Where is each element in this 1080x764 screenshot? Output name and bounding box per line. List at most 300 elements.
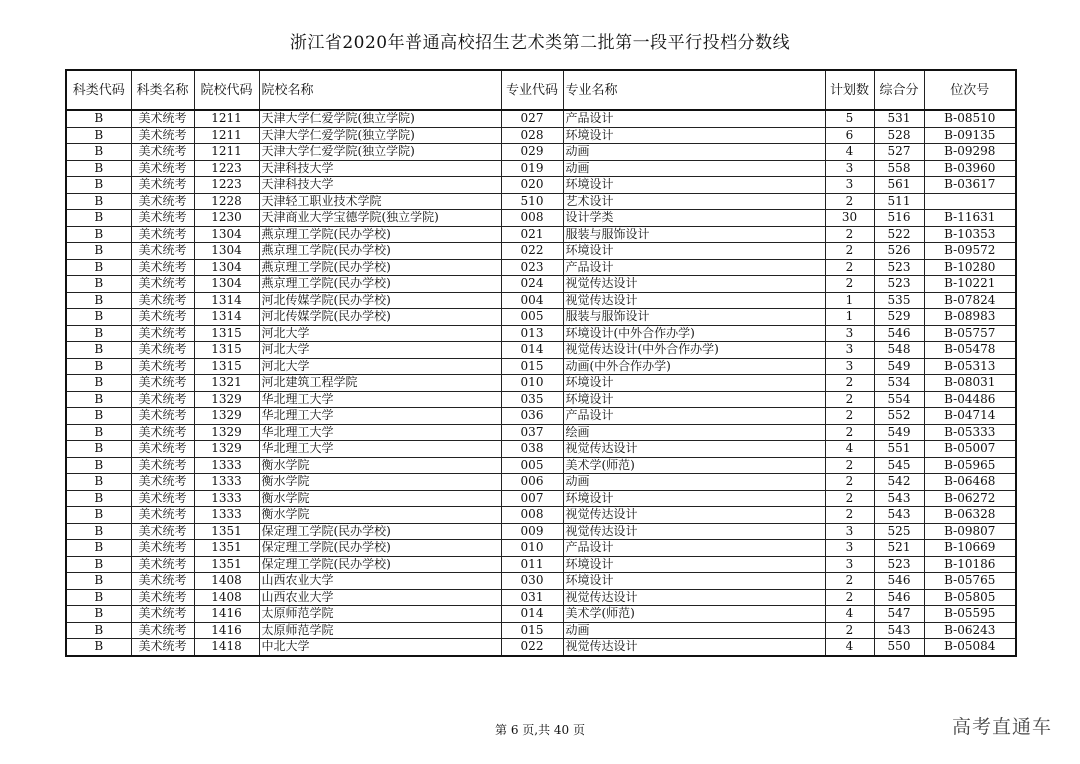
major-name-cell: 环境设计(中外合作办学) bbox=[563, 325, 825, 342]
major-name-cell: 视觉传达设计 bbox=[563, 589, 825, 606]
plan-count-cell: 2 bbox=[825, 408, 874, 425]
plan-count-cell: 4 bbox=[825, 639, 874, 656]
composite-score-cell: 554 bbox=[874, 391, 924, 408]
major-name-cell: 产品设计 bbox=[563, 540, 825, 557]
rank-cell: B-10186 bbox=[924, 556, 1016, 573]
category-code-cell: B bbox=[66, 606, 131, 623]
rank-cell: B-05478 bbox=[924, 342, 1016, 359]
category-code-cell: B bbox=[66, 325, 131, 342]
major-code-cell: 023 bbox=[501, 259, 563, 276]
school-code-cell: 1351 bbox=[194, 556, 259, 573]
category-code-cell: B bbox=[66, 259, 131, 276]
category-name-cell: 美术统考 bbox=[131, 589, 194, 606]
composite-score-cell: 548 bbox=[874, 342, 924, 359]
rank-cell: B-05595 bbox=[924, 606, 1016, 623]
major-code-cell: 014 bbox=[501, 342, 563, 359]
category-code-cell: B bbox=[66, 226, 131, 243]
rank-cell: B-10669 bbox=[924, 540, 1016, 557]
rank-cell: B-04714 bbox=[924, 408, 1016, 425]
category-name-cell: 美术统考 bbox=[131, 144, 194, 161]
major-name-cell: 环境设计 bbox=[563, 127, 825, 144]
composite-score-cell: 550 bbox=[874, 639, 924, 656]
plan-count-cell: 2 bbox=[825, 573, 874, 590]
composite-score-cell: 561 bbox=[874, 177, 924, 194]
rank-cell: B-06328 bbox=[924, 507, 1016, 524]
plan-count-cell: 4 bbox=[825, 144, 874, 161]
composite-score-cell: 546 bbox=[874, 325, 924, 342]
composite-score-cell: 522 bbox=[874, 226, 924, 243]
table-row bbox=[66, 193, 1016, 210]
composite-score-cell: 521 bbox=[874, 540, 924, 557]
composite-score-cell: 546 bbox=[874, 573, 924, 590]
major-name-cell: 环境设计 bbox=[563, 556, 825, 573]
composite-score-cell: 558 bbox=[874, 160, 924, 177]
rank-cell: B-09298 bbox=[924, 144, 1016, 161]
table-row bbox=[66, 424, 1016, 441]
table-row bbox=[66, 408, 1016, 425]
school-name-cell: 保定理工学院(民办学校) bbox=[259, 540, 501, 557]
plan-count-cell: 30 bbox=[825, 210, 874, 227]
category-code-cell: B bbox=[66, 556, 131, 573]
plan-count-cell: 2 bbox=[825, 424, 874, 441]
major-code-cell: 006 bbox=[501, 474, 563, 491]
composite-score-cell: 545 bbox=[874, 457, 924, 474]
school-code-cell: 1329 bbox=[194, 441, 259, 458]
school-name-cell: 燕京理工学院(民办学校) bbox=[259, 276, 501, 293]
major-code-cell: 009 bbox=[501, 523, 563, 540]
plan-count-cell: 2 bbox=[825, 391, 874, 408]
major-name-cell: 视觉传达设计 bbox=[563, 441, 825, 458]
category-code-cell: B bbox=[66, 457, 131, 474]
major-code-cell: 004 bbox=[501, 292, 563, 309]
header-category-name: 科类名称 bbox=[131, 70, 194, 110]
plan-count-cell: 3 bbox=[825, 358, 874, 375]
table-row bbox=[66, 309, 1016, 326]
table-row bbox=[66, 507, 1016, 524]
major-name-cell: 动画 bbox=[563, 160, 825, 177]
composite-score-cell: 547 bbox=[874, 606, 924, 623]
major-name-cell: 视觉传达设计 bbox=[563, 523, 825, 540]
school-name-cell: 河北大学 bbox=[259, 342, 501, 359]
school-code-cell: 1314 bbox=[194, 309, 259, 326]
major-code-cell: 005 bbox=[501, 309, 563, 326]
table-row bbox=[66, 639, 1016, 656]
school-code-cell: 1418 bbox=[194, 639, 259, 656]
category-name-cell: 美术统考 bbox=[131, 639, 194, 656]
composite-score-cell: 525 bbox=[874, 523, 924, 540]
table-row bbox=[66, 375, 1016, 392]
school-code-cell: 1211 bbox=[194, 110, 259, 127]
school-code-cell: 1351 bbox=[194, 523, 259, 540]
school-code-cell: 1408 bbox=[194, 589, 259, 606]
plan-count-cell: 2 bbox=[825, 193, 874, 210]
rank-cell: B-10353 bbox=[924, 226, 1016, 243]
rank-cell: B-06243 bbox=[924, 622, 1016, 639]
school-name-cell: 天津科技大学 bbox=[259, 160, 501, 177]
school-name-cell: 衡水学院 bbox=[259, 490, 501, 507]
composite-score-cell: 531 bbox=[874, 110, 924, 127]
school-name-cell: 天津轻工职业技术学院 bbox=[259, 193, 501, 210]
school-code-cell: 1223 bbox=[194, 177, 259, 194]
composite-score-cell: 551 bbox=[874, 441, 924, 458]
category-code-cell: B bbox=[66, 342, 131, 359]
school-code-cell: 1315 bbox=[194, 342, 259, 359]
school-name-cell: 燕京理工学院(民办学校) bbox=[259, 226, 501, 243]
plan-count-cell: 2 bbox=[825, 490, 874, 507]
category-code-cell: B bbox=[66, 127, 131, 144]
major-code-cell: 011 bbox=[501, 556, 563, 573]
table-row bbox=[66, 391, 1016, 408]
school-code-cell: 1228 bbox=[194, 193, 259, 210]
category-code-cell: B bbox=[66, 474, 131, 491]
category-name-cell: 美术统考 bbox=[131, 606, 194, 623]
major-code-cell: 510 bbox=[501, 193, 563, 210]
table-row bbox=[66, 556, 1016, 573]
table-row bbox=[66, 276, 1016, 293]
school-code-cell: 1333 bbox=[194, 507, 259, 524]
school-code-cell: 1333 bbox=[194, 474, 259, 491]
category-name-cell: 美术统考 bbox=[131, 523, 194, 540]
plan-count-cell: 4 bbox=[825, 441, 874, 458]
category-name-cell: 美术统考 bbox=[131, 375, 194, 392]
rank-cell: B-04486 bbox=[924, 391, 1016, 408]
rank-cell: B-05765 bbox=[924, 573, 1016, 590]
category-code-cell: B bbox=[66, 573, 131, 590]
composite-score-cell: 527 bbox=[874, 144, 924, 161]
school-code-cell: 1304 bbox=[194, 276, 259, 293]
plan-count-cell: 3 bbox=[825, 556, 874, 573]
category-code-cell: B bbox=[66, 441, 131, 458]
major-code-cell: 015 bbox=[501, 622, 563, 639]
major-name-cell: 绘画 bbox=[563, 424, 825, 441]
header-school-name: 院校名称 bbox=[259, 70, 501, 110]
category-name-cell: 美术统考 bbox=[131, 325, 194, 342]
major-name-cell: 动画 bbox=[563, 474, 825, 491]
table-row bbox=[66, 292, 1016, 309]
table-row bbox=[66, 110, 1016, 127]
composite-score-cell: 543 bbox=[874, 507, 924, 524]
document-title: 浙江省2020年普通高校招生艺术类第二批第一段平行投档分数线 bbox=[289, 33, 791, 53]
major-code-cell: 031 bbox=[501, 589, 563, 606]
header-category-code: 科类代码 bbox=[66, 70, 131, 110]
major-name-cell: 视觉传达设计 bbox=[563, 639, 825, 656]
composite-score-cell: 543 bbox=[874, 490, 924, 507]
category-name-cell: 美术统考 bbox=[131, 110, 194, 127]
category-name-cell: 美术统考 bbox=[131, 391, 194, 408]
school-code-cell: 1333 bbox=[194, 457, 259, 474]
composite-score-cell: 529 bbox=[874, 309, 924, 326]
table-row bbox=[66, 457, 1016, 474]
school-name-cell: 天津大学仁爱学院(独立学院) bbox=[259, 144, 501, 161]
header-major-name: 专业名称 bbox=[563, 70, 825, 110]
major-name-cell: 动画(中外合作办学) bbox=[563, 358, 825, 375]
school-code-cell: 1408 bbox=[194, 573, 259, 590]
composite-score-cell: 546 bbox=[874, 589, 924, 606]
category-code-cell: B bbox=[66, 424, 131, 441]
major-code-cell: 014 bbox=[501, 606, 563, 623]
table-row bbox=[66, 177, 1016, 194]
rank-cell: B-06468 bbox=[924, 474, 1016, 491]
major-name-cell: 环境设计 bbox=[563, 391, 825, 408]
major-name-cell: 环境设计 bbox=[563, 490, 825, 507]
plan-count-cell: 2 bbox=[825, 259, 874, 276]
rank-cell: B-05333 bbox=[924, 424, 1016, 441]
school-name-cell: 山西农业大学 bbox=[259, 589, 501, 606]
major-code-cell: 030 bbox=[501, 573, 563, 590]
rank-cell: B-03617 bbox=[924, 177, 1016, 194]
plan-count-cell: 1 bbox=[825, 292, 874, 309]
major-code-cell: 029 bbox=[501, 144, 563, 161]
major-name-cell: 环境设计 bbox=[563, 375, 825, 392]
plan-count-cell: 2 bbox=[825, 589, 874, 606]
school-code-cell: 1304 bbox=[194, 226, 259, 243]
major-name-cell: 动画 bbox=[563, 622, 825, 639]
plan-count-cell: 2 bbox=[825, 375, 874, 392]
school-name-cell: 燕京理工学院(民办学校) bbox=[259, 243, 501, 260]
category-name-cell: 美术统考 bbox=[131, 507, 194, 524]
category-code-cell: B bbox=[66, 639, 131, 656]
rank-cell: B-08983 bbox=[924, 309, 1016, 326]
major-code-cell: 036 bbox=[501, 408, 563, 425]
major-name-cell: 美术学(师范) bbox=[563, 457, 825, 474]
school-name-cell: 天津大学仁爱学院(独立学院) bbox=[259, 110, 501, 127]
category-name-cell: 美术统考 bbox=[131, 193, 194, 210]
major-name-cell: 环境设计 bbox=[563, 243, 825, 260]
category-code-cell: B bbox=[66, 309, 131, 326]
plan-count-cell: 3 bbox=[825, 160, 874, 177]
rank-cell: B-05084 bbox=[924, 639, 1016, 656]
composite-score-cell: 523 bbox=[874, 276, 924, 293]
rank-cell: B-09135 bbox=[924, 127, 1016, 144]
plan-count-cell: 1 bbox=[825, 309, 874, 326]
major-name-cell: 美术学(师范) bbox=[563, 606, 825, 623]
table-row bbox=[66, 243, 1016, 260]
category-name-cell: 美术统考 bbox=[131, 556, 194, 573]
table-row bbox=[66, 144, 1016, 161]
school-code-cell: 1329 bbox=[194, 424, 259, 441]
school-code-cell: 1211 bbox=[194, 127, 259, 144]
table-row bbox=[66, 573, 1016, 590]
category-name-cell: 美术统考 bbox=[131, 573, 194, 590]
category-name-cell: 美术统考 bbox=[131, 276, 194, 293]
major-code-cell: 024 bbox=[501, 276, 563, 293]
plan-count-cell: 3 bbox=[825, 540, 874, 557]
composite-score-cell: 523 bbox=[874, 556, 924, 573]
school-code-cell: 1211 bbox=[194, 144, 259, 161]
composite-score-cell: 528 bbox=[874, 127, 924, 144]
school-code-cell: 1230 bbox=[194, 210, 259, 227]
school-code-cell: 1329 bbox=[194, 408, 259, 425]
plan-count-cell: 2 bbox=[825, 622, 874, 639]
school-name-cell: 衡水学院 bbox=[259, 507, 501, 524]
category-name-cell: 美术统考 bbox=[131, 540, 194, 557]
major-name-cell: 设计学类 bbox=[563, 210, 825, 227]
category-code-cell: B bbox=[66, 523, 131, 540]
rank-cell: B-05007 bbox=[924, 441, 1016, 458]
plan-count-cell: 3 bbox=[825, 342, 874, 359]
table-row bbox=[66, 210, 1016, 227]
plan-count-cell: 2 bbox=[825, 276, 874, 293]
plan-count-cell: 3 bbox=[825, 523, 874, 540]
major-name-cell: 动画 bbox=[563, 144, 825, 161]
major-name-cell: 产品设计 bbox=[563, 110, 825, 127]
category-code-cell: B bbox=[66, 110, 131, 127]
rank-cell: B-10280 bbox=[924, 259, 1016, 276]
category-code-cell: B bbox=[66, 144, 131, 161]
category-code-cell: B bbox=[66, 177, 131, 194]
school-name-cell: 保定理工学院(民办学校) bbox=[259, 556, 501, 573]
major-code-cell: 010 bbox=[501, 540, 563, 557]
plan-count-cell: 6 bbox=[825, 127, 874, 144]
school-code-cell: 1315 bbox=[194, 358, 259, 375]
school-name-cell: 天津商业大学宝德学院(独立学院) bbox=[259, 210, 501, 227]
school-name-cell: 华北理工大学 bbox=[259, 391, 501, 408]
category-name-cell: 美术统考 bbox=[131, 243, 194, 260]
school-name-cell: 燕京理工学院(民办学校) bbox=[259, 259, 501, 276]
table-row bbox=[66, 540, 1016, 557]
category-code-cell: B bbox=[66, 160, 131, 177]
category-name-cell: 美术统考 bbox=[131, 226, 194, 243]
major-name-cell: 艺术设计 bbox=[563, 193, 825, 210]
table-row bbox=[66, 622, 1016, 639]
major-name-cell: 环境设计 bbox=[563, 177, 825, 194]
school-code-cell: 1351 bbox=[194, 540, 259, 557]
table-row bbox=[66, 342, 1016, 359]
table-row bbox=[66, 127, 1016, 144]
school-name-cell: 中北大学 bbox=[259, 639, 501, 656]
category-name-cell: 美术统考 bbox=[131, 358, 194, 375]
plan-count-cell: 2 bbox=[825, 457, 874, 474]
category-name-cell: 美术统考 bbox=[131, 160, 194, 177]
category-name-cell: 美术统考 bbox=[131, 210, 194, 227]
school-name-cell: 河北传媒学院(民办学校) bbox=[259, 292, 501, 309]
plan-count-cell: 2 bbox=[825, 474, 874, 491]
category-name-cell: 美术统考 bbox=[131, 292, 194, 309]
category-name-cell: 美术统考 bbox=[131, 490, 194, 507]
table-body bbox=[66, 110, 1016, 656]
header-major-code: 专业代码 bbox=[501, 70, 563, 110]
table-row bbox=[66, 226, 1016, 243]
school-code-cell: 1304 bbox=[194, 259, 259, 276]
school-name-cell: 天津大学仁爱学院(独立学院) bbox=[259, 127, 501, 144]
category-code-cell: B bbox=[66, 276, 131, 293]
category-name-cell: 美术统考 bbox=[131, 177, 194, 194]
category-name-cell: 美术统考 bbox=[131, 408, 194, 425]
category-code-cell: B bbox=[66, 622, 131, 639]
major-name-cell: 服装与服饰设计 bbox=[563, 226, 825, 243]
category-code-cell: B bbox=[66, 507, 131, 524]
category-code-cell: B bbox=[66, 391, 131, 408]
composite-score-cell: 549 bbox=[874, 358, 924, 375]
table-row bbox=[66, 325, 1016, 342]
table-row bbox=[66, 589, 1016, 606]
school-code-cell: 1416 bbox=[194, 622, 259, 639]
rank-cell bbox=[924, 193, 1016, 210]
plan-count-cell: 2 bbox=[825, 226, 874, 243]
plan-count-cell: 3 bbox=[825, 177, 874, 194]
major-code-cell: 020 bbox=[501, 177, 563, 194]
category-code-cell: B bbox=[66, 540, 131, 557]
major-name-cell: 服装与服饰设计 bbox=[563, 309, 825, 326]
table-row bbox=[66, 259, 1016, 276]
category-name-cell: 美术统考 bbox=[131, 127, 194, 144]
category-code-cell: B bbox=[66, 210, 131, 227]
school-name-cell: 河北大学 bbox=[259, 358, 501, 375]
category-name-cell: 美术统考 bbox=[131, 342, 194, 359]
school-code-cell: 1333 bbox=[194, 490, 259, 507]
rank-cell: B-05965 bbox=[924, 457, 1016, 474]
admission-score-table bbox=[65, 69, 1017, 657]
major-code-cell: 035 bbox=[501, 391, 563, 408]
table-row bbox=[66, 358, 1016, 375]
rank-cell: B-03960 bbox=[924, 160, 1016, 177]
major-name-cell: 视觉传达设计(中外合作办学) bbox=[563, 342, 825, 359]
category-name-cell: 美术统考 bbox=[131, 424, 194, 441]
category-name-cell: 美术统考 bbox=[131, 309, 194, 326]
category-code-cell: B bbox=[66, 292, 131, 309]
major-name-cell: 产品设计 bbox=[563, 408, 825, 425]
school-name-cell: 太原师范学院 bbox=[259, 606, 501, 623]
major-code-cell: 037 bbox=[501, 424, 563, 441]
category-name-cell: 美术统考 bbox=[131, 441, 194, 458]
table-header-row bbox=[66, 70, 1016, 110]
plan-count-cell: 2 bbox=[825, 507, 874, 524]
rank-cell: B-08031 bbox=[924, 375, 1016, 392]
school-name-cell: 河北传媒学院(民办学校) bbox=[259, 309, 501, 326]
header-rank: 位次号 bbox=[924, 70, 1016, 110]
composite-score-cell: 523 bbox=[874, 259, 924, 276]
major-code-cell: 028 bbox=[501, 127, 563, 144]
school-name-cell: 天津科技大学 bbox=[259, 177, 501, 194]
table-row bbox=[66, 606, 1016, 623]
rank-cell: B-11631 bbox=[924, 210, 1016, 227]
category-name-cell: 美术统考 bbox=[131, 622, 194, 639]
major-code-cell: 022 bbox=[501, 243, 563, 260]
category-code-cell: B bbox=[66, 408, 131, 425]
major-code-cell: 019 bbox=[501, 160, 563, 177]
table-row bbox=[66, 490, 1016, 507]
major-code-cell: 013 bbox=[501, 325, 563, 342]
rank-cell: B-10221 bbox=[924, 276, 1016, 293]
major-code-cell: 021 bbox=[501, 226, 563, 243]
school-name-cell: 山西农业大学 bbox=[259, 573, 501, 590]
major-code-cell: 010 bbox=[501, 375, 563, 392]
rank-cell: B-09807 bbox=[924, 523, 1016, 540]
school-name-cell: 河北大学 bbox=[259, 325, 501, 342]
rank-cell: B-05757 bbox=[924, 325, 1016, 342]
school-name-cell: 太原师范学院 bbox=[259, 622, 501, 639]
composite-score-cell: 511 bbox=[874, 193, 924, 210]
header-plan-count: 计划数 bbox=[825, 70, 874, 110]
rank-cell: B-07824 bbox=[924, 292, 1016, 309]
page-footer: 第 6 页,共 40 页 bbox=[495, 723, 585, 737]
plan-count-cell: 3 bbox=[825, 325, 874, 342]
table-row bbox=[66, 160, 1016, 177]
rank-cell: B-05805 bbox=[924, 589, 1016, 606]
composite-score-cell: 534 bbox=[874, 375, 924, 392]
school-name-cell: 保定理工学院(民办学校) bbox=[259, 523, 501, 540]
category-code-cell: B bbox=[66, 358, 131, 375]
rank-cell: B-05313 bbox=[924, 358, 1016, 375]
school-code-cell: 1329 bbox=[194, 391, 259, 408]
school-name-cell: 河北建筑工程学院 bbox=[259, 375, 501, 392]
table-row bbox=[66, 441, 1016, 458]
plan-count-cell: 5 bbox=[825, 110, 874, 127]
table-row bbox=[66, 474, 1016, 491]
header-school-code: 院校代码 bbox=[194, 70, 259, 110]
rank-cell: B-06272 bbox=[924, 490, 1016, 507]
header-composite-score: 综合分 bbox=[874, 70, 924, 110]
